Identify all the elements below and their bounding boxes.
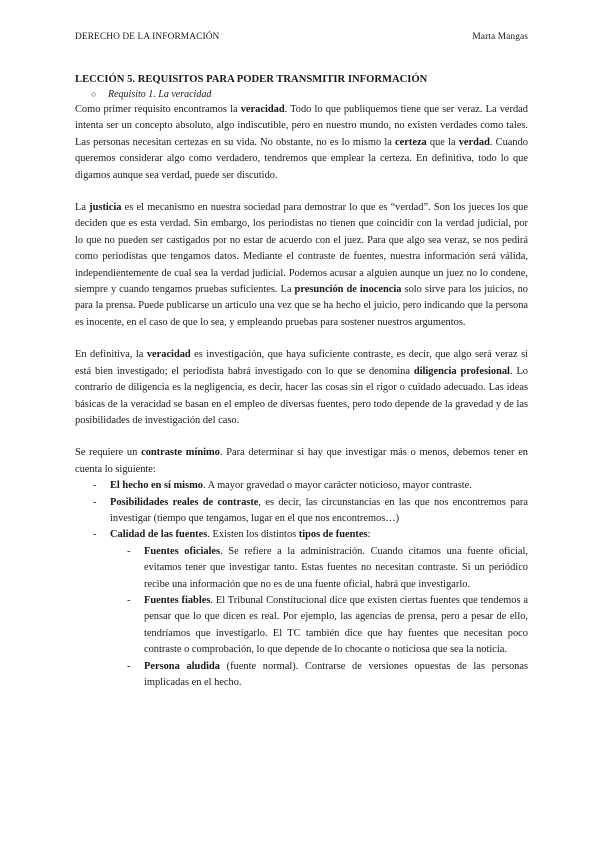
author-name: Marta Mangas	[472, 32, 528, 42]
criteria-list	[75, 478, 528, 691]
paragraph-investigacion: En definitiva, la veracidad es investigación, que haya suficiente contraste, es decir, que algo será veraz si está bien investigado; el periodista habrá investigado con lo que se denomina diligencia profesional. Lo contrario de diligencia es la negligencia, es decir, hacer las cosas sin el rigor o cuidado adecuado. Las ideas básicas de la veracidad se basan en el empleo de diversas fuentes, pero todo depende de la gravedad y de las posibilidades de investigación del caso.	[75, 349, 529, 426]
list-item: - Fuentes fiables. El Tribunal Constitucional dice que existen ciertas fuentes que tendemos a pensar que lo que dicen es real. Por ejemplo, las agencias de prensa, pero a pesar de ello, tendríamos que investigarlo. El TC también dice que hay fuentes que necesitan poco contraste o comprobación, lo que depende de lo chocante o noticiosa que sea la noticia.	[127, 594, 528, 656]
dash-bullet-icon: -	[93, 529, 97, 541]
subtitle-text: Requisito 1. La veracidad	[108, 89, 212, 100]
term-presuncion: presunción de inocencia	[294, 284, 402, 296]
paragraph-contraste: Se requiere un contraste mínimo. Para determinar si hay que investigar más o menos, debemos tener en cuenta lo siguiente:	[75, 447, 528, 475]
term-veracidad: veracidad	[240, 104, 285, 115]
list-item: - Calidad de las fuentes. Existen los distintos tipos de fuentes: - Fuentes oficiales. Se refiere a la administración. Cuando citamos una fuente oficial, evitamos tener que investigar tanto. Estas fuentes no necesitan contraste. Si un periódico recibe una información que no es de una fuente oficial, habrá que investigarlo. - Fuentes fiables. El Tribunal Constitucional dice que existen ciertas fuentes que tendemos a pensar que lo que dicen es real. Por ejemplo, las agencias de prensa, pero a pesar de ello, tendríamos que investigarlo. El TC también dice que hay fuentes que necesitan poco contraste o comprobación, lo que depende de lo chocante o noticiosa que sea la noticia. - Persona aludida (fuente normal). Contrarse de versiones opuestas de las personas implicadas en el hecho.	[75, 527, 528, 691]
term-certeza: certeza	[395, 136, 427, 148]
paragraph-justicia: La justicia es el mecanismo en nuestra sociedad para demostrar lo que es “verdad”. Son los jueces los que deciden que es esta verdad. Sin embargo, los periodistas no tienen que coincidir con la verdad judicial, por lo que no pueden ser castigados por no estar de acuerdo con el juez. Para que algo sea veraz, se nos pedirá como periodistas que tengamos datos. Mediante el contraste de fuentes, nuestra información será válida, independientemente de cual sea la verdad judicial. Podemos acusar a alguien aunque un juez no lo condene, siempre y cuando tengamos pruebas suficientes. La presunción de inocencia solo sirve para los juicios, no para la prensa. Puede publicarse un artículo una vez que se ha hecho el juicio, pero indicando que la persona es inocente, en el caso de que lo sea, y empleando pruebas para sostener nuestros argumentos.	[75, 202, 528, 328]
page-header	[75, 32, 528, 46]
dash-bullet-icon: -	[127, 545, 131, 557]
term-diligencia: diligencia profesional	[413, 365, 510, 377]
source-types-list	[110, 544, 528, 692]
term-veracidad-2: veracidad	[146, 349, 191, 361]
lesson-title: LECCIÓN 5. REQUISITOS PARA PODER TRANSMITIR INFORMACIÓN	[75, 74, 428, 85]
course-title: DERECHO DE LA INFORMACIÓN	[75, 32, 220, 42]
dash-bullet-icon: -	[93, 480, 97, 492]
dash-bullet-icon: -	[127, 594, 131, 606]
document-body	[75, 72, 528, 691]
dash-bullet-icon: -	[127, 660, 131, 672]
dash-bullet-icon: -	[93, 496, 97, 508]
section-subtitle	[91, 87, 528, 102]
term-contraste-minimo: contraste mínimo	[141, 447, 220, 459]
term-verdad: verdad	[458, 136, 490, 148]
circle-bullet-icon: ○	[91, 89, 97, 99]
list-item: - Fuentes oficiales. Se refiere a la administración. Cuando citamos una fuente oficial, evitamos tener que investigar tanto. Estas fuentes no necesitan contraste. Si un periódico recibe una información que no es de una fuente oficial, habrá que investigarlo.	[127, 545, 528, 590]
list-item: - Persona aludida (fuente normal). Contrarse de versiones opuestas de las personas implicadas en el hecho.	[127, 660, 528, 688]
paragraph-veracidad: Como primer requisito encontramos la veracidad. Todo lo que publiquemos tiene que ser veraz. La verdad intenta ser un concepto absoluto, algo indiscutible, pero en nuestro mundo, no existen verdades como tales. Las personas necesitan certezas en su vida. No obstante, no es lo mismo la certeza que la verdad. Cuando queremos considerar algo como verdadero, tendremos que emplear la certeza. En definitiva, todo lo que digamos aunque sea verdad, puede ser discutido.	[75, 104, 528, 181]
term-justicia: justicia	[89, 202, 122, 214]
list-item: - El hecho en sí mismo. A mayor gravedad o mayor carácter noticioso, mayor contraste.	[75, 478, 528, 494]
list-item: - Posibilidades reales de contraste, es decir, las circunstancias en las que nos encontremos para investigar (tiempo que tengamos, lugar en el que nos encontremos…)	[93, 496, 528, 524]
